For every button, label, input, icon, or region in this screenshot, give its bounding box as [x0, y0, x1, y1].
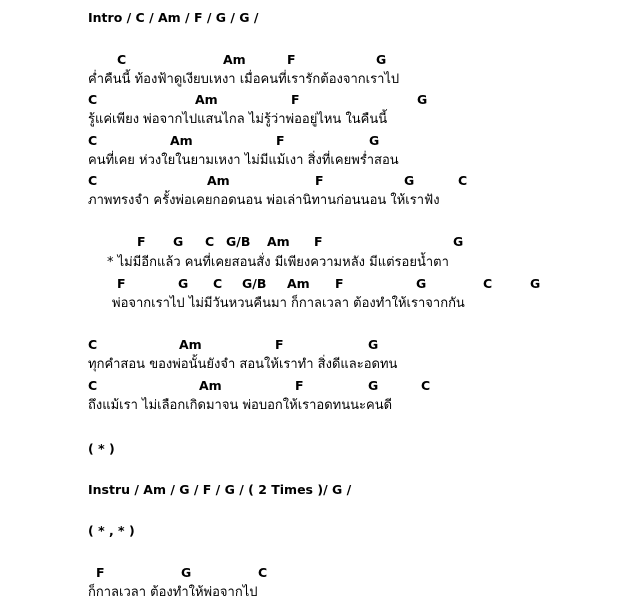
chord: G: [453, 234, 464, 249]
chord: G: [416, 276, 427, 291]
chord: C: [88, 173, 98, 188]
chord: G: [173, 234, 184, 249]
chord: G: [178, 276, 189, 291]
chord: C: [88, 92, 98, 107]
lyric-line: รู้แค่เพียง พ่อจากไปแสนไกล ไม่รู้ว่าพ่ออยู่ไหน ในคืนนี้: [88, 112, 388, 127]
chord: C: [483, 276, 493, 291]
repeat-chorus-twice-marker: ( * , * ): [88, 523, 135, 538]
lyric-line: คนที่เคย ห่วงใยในยามเหงา ไม่มีแม้เงา สิ่งที่เคยพร่ำสอน: [88, 153, 399, 168]
chord: F: [117, 276, 126, 291]
chord: Am: [199, 378, 222, 393]
chord: Am: [267, 234, 290, 249]
chord: G: [368, 337, 379, 352]
chord: F: [287, 52, 296, 67]
chord: F: [295, 378, 304, 393]
chord: C: [458, 173, 468, 188]
instrumental-line: Instru / Am / G / F / G / ( 2 Times )/ G /: [88, 482, 352, 497]
chord: C: [88, 378, 98, 393]
lyric-line: * ไม่มีอีกแล้ว คนที่เคยสอนสั่ง มีเพียงความหลัง มีแต่รอยน้ำตา: [107, 255, 449, 270]
lyric-line: พ่อจากเราไป ไม่มีวันหวนคืนมา ก็กาลเวลา ต้องทำให้เราจากกัน: [112, 296, 465, 311]
chord: G/B: [242, 276, 267, 291]
chord: Am: [195, 92, 218, 107]
lyric-line: ก็กาลเวลา ต้องทำให้พ่อจากไป: [88, 585, 258, 600]
chord: G: [369, 133, 380, 148]
lyric-line: ภาพทรงจำ ครั้งพ่อเคยกอดนอน พ่อเล่านิทานก่อนนอน ให้เราฟัง: [88, 193, 440, 208]
chord: C: [421, 378, 431, 393]
chord: G/B: [226, 234, 251, 249]
chord: C: [88, 337, 98, 352]
chord: F: [335, 276, 344, 291]
chord: G: [530, 276, 541, 291]
chord: Am: [287, 276, 310, 291]
lyric-line: ทุกคำสอน ของพ่อนั้นยังจำ สอนให้เราทำ สิ่งดีและอดทน: [88, 357, 398, 372]
chord: Am: [207, 173, 230, 188]
lyric-line: ถึงแม้เรา ไม่เลือกเกิดมาจน พ่อบอกให้เราอดทนนะคนดี: [88, 398, 393, 413]
lyric-line: ค่ำคืนนี้ ท้องฟ้าดูเงียบเหงา เมื่อคนที่เรารักต้องจากเราไป: [88, 72, 400, 87]
chord: F: [276, 133, 285, 148]
chord: C: [213, 276, 223, 291]
intro-line: Intro / C / Am / F / G / G /: [88, 10, 259, 25]
chord: C: [88, 133, 98, 148]
chord: Am: [223, 52, 246, 67]
chord: F: [291, 92, 300, 107]
chord: C: [258, 565, 268, 580]
chord: G: [376, 52, 387, 67]
repeat-chorus-marker: ( * ): [88, 441, 115, 456]
chord: G: [417, 92, 428, 107]
chord: G: [404, 173, 415, 188]
chord: F: [137, 234, 146, 249]
chord: C: [205, 234, 215, 249]
chord: F: [314, 234, 323, 249]
chord: Am: [179, 337, 202, 352]
chord: Am: [170, 133, 193, 148]
chord: C: [117, 52, 127, 67]
chord: F: [96, 565, 105, 580]
chord: G: [368, 378, 379, 393]
chord: F: [315, 173, 324, 188]
chord: G: [181, 565, 192, 580]
chord: F: [275, 337, 284, 352]
